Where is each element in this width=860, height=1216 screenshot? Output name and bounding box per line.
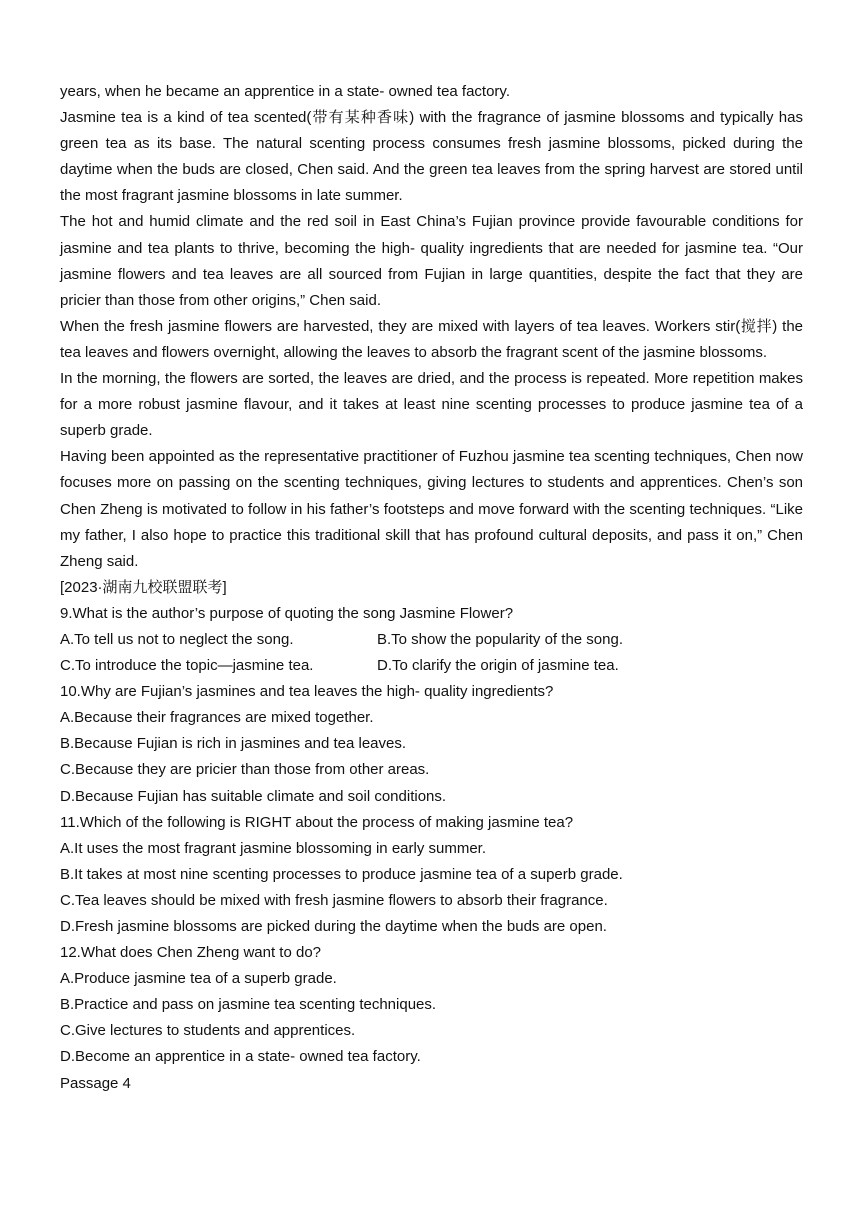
option-c: C.Because they are pricier than those from other areas. <box>60 761 430 779</box>
option-a: A.It uses the most fragrant jasmine blossoming in early summer. <box>60 839 487 857</box>
option-b: B.Because Fujian is rich in jasmines and tea leaves. <box>60 735 407 753</box>
option-row <box>60 653 803 679</box>
option-b: B.It takes at most nine scenting processes to produce jasmine tea of a superb grade. <box>60 865 623 883</box>
option-b: B.To show the popularity of the song. <box>377 630 623 648</box>
option-a: A.Because their fragrances are mixed together. <box>60 709 374 727</box>
passage-paragraph-5: In the morning, the flowers are sorted, the leaves are dried, and the process is repeated. More repetition makes for a more robust jasmine flavour, and it takes at least nine scenting processes to produce jasmine tea of a superb grade. <box>60 370 803 440</box>
question-12 <box>60 940 803 1070</box>
question-stem: 10.Why are Fujian’s jasmines and tea leaves the high‑ quality ingredients? <box>60 683 554 701</box>
question-10 <box>60 679 803 809</box>
option-d: D.Because Fujian has suitable climate and soil conditions. <box>60 787 447 805</box>
question-stem: 9.What is the author’s purpose of quoting the song Jasmine Flower? <box>60 604 514 622</box>
option-b: B.Practice and pass on jasmine tea scenting techniques. <box>60 996 437 1014</box>
option-a: A.Produce jasmine tea of a superb grade. <box>60 970 337 988</box>
question-9 <box>60 601 803 679</box>
passage-paragraph-1: years, when he became an apprentice in a state‑ owned tea factory. <box>60 83 510 100</box>
passage-paragraph-4: When the fresh jasmine flowers are harvested, they are mixed with layers of tea leaves. Workers stir(搅拌) the tea leaves and flowers overnight, allowing the leaves to absorb the fragrant scent of the jasmine blossoms. <box>60 317 803 361</box>
document-page <box>60 79 803 1097</box>
option-c: C.Tea leaves should be mixed with fresh jasmine flowers to absorb their fragrance. <box>60 891 608 909</box>
option-d: D.Fresh jasmine blossoms are picked during the daytime when the buds are open. <box>60 918 607 935</box>
question-stem: 11.Which of the following is RIGHT about the process of making jasmine tea? <box>60 813 574 831</box>
option-d: D.To clarify the origin of jasmine tea. <box>377 657 619 675</box>
option-c: C.To introduce the topic—jasmine tea. <box>60 657 314 675</box>
option-d: D.Become an apprentice in a state‑ owned tea factory. <box>60 1048 421 1066</box>
option-a: A.To tell us not to neglect the song. <box>60 630 294 648</box>
option-c: C.Give lectures to students and apprentices. <box>60 1022 356 1040</box>
question-stem: 12.What does Chen Zheng want to do? <box>60 944 322 962</box>
passage-paragraph-6: Having been appointed as the representative practitioner of Fuzhou jasmine tea scenting techniques, Chen now focuses more on passing on the scenting techniques, giving lectures to students and apprentices. Chen’s son Chen Zheng is motivated to follow in his father’s footsteps and move forward with the scenting techniques. “Like my father, I also hope to practice this traditional skill that has profound cultural deposits, and pass it on,” Chen Zheng said. <box>60 448 803 570</box>
passage-paragraph-2: Jasmine tea is a kind of tea scented(带有某种香味) with the fragrance of jasmine blossoms and typically has green tea as its base. The natural scenting process consumes fresh jasmine blossoms, picked during the daytime when the buds are closed, Chen said. And the green tea leaves from the spring harvest are stored until the most fragrant jasmine blossoms in late summer. <box>60 109 803 205</box>
source-label: [2023·湖南九校联盟联考] <box>60 578 227 596</box>
passage-paragraph-3: The hot and humid climate and the red soil in East China’s Fujian province provide favourable conditions for jasmine and tea plants to thrive, becoming the high‑ quality ingredients that are needed for jasmine tea. “Our jasmine flowers and tea leaves are all sourced from Fujian in large quantities, despite the fact that they are pricier than those from other origins,” Chen said. <box>60 213 803 309</box>
option-row <box>60 627 803 653</box>
question-11 <box>60 810 803 940</box>
next-passage-heading: Passage 4 <box>60 1074 131 1092</box>
